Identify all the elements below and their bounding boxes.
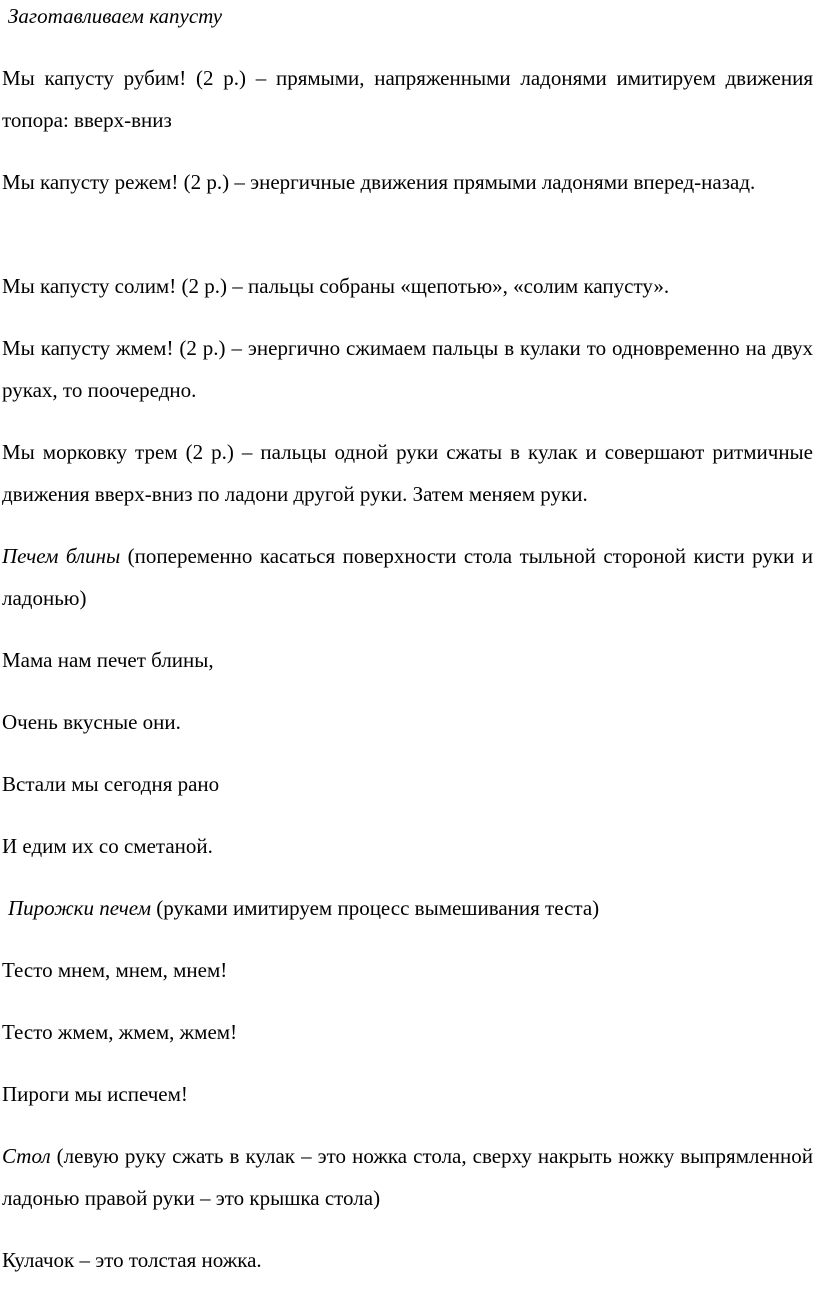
paragraph-text: (левую руку сжать в кулак – это ножка стола, сверху накрыть ножку выпрямленной ладонью правой руки – это крышка стола) — [2, 1144, 813, 1210]
verse-line — [2, 1239, 813, 1281]
paragraph-text: И едим их со сметаной. — [2, 834, 213, 858]
paragraph-text: Встали мы сегодня рано — [2, 772, 220, 796]
paragraph-pies — [2, 887, 813, 929]
verse-line — [2, 1011, 813, 1053]
paragraph-text: Мама нам печет блины, — [2, 648, 214, 672]
paragraph-carrot-grate — [2, 431, 813, 515]
section-title-text: Пирожки печем — [8, 896, 152, 920]
paragraph-text: Мы капусту рубим! (2 р.) – прямыми, напряженными ладонями имитируем движения топора: вверх-вниз — [2, 66, 813, 132]
verse-line — [2, 949, 813, 991]
paragraph-text: Мы морковку трем (2 р.) – пальцы одной руки сжаты в кулак и совершают ритмичные движения вверх-вниз по ладони другой руки. Затем меняем руки. — [2, 440, 813, 506]
verse-line — [2, 763, 813, 805]
paragraph-text: Тесто мнем, мнем, мнем! — [2, 958, 228, 982]
paragraph-text: Кулачок – это толстая ножка. — [2, 1248, 262, 1272]
section-title-cabbage — [2, 0, 813, 37]
paragraph-cabbage-salt — [2, 265, 813, 307]
paragraph-cabbage-chop — [2, 57, 813, 141]
paragraph-text: Пироги мы испечем! — [2, 1082, 188, 1106]
verse-line — [2, 701, 813, 743]
paragraph-text: Мы капусту солим! (2 р.) – пальцы собраны «щепотью», «солим капусту». — [2, 274, 670, 298]
section-title-text: Заготавливаем капусту — [8, 4, 223, 28]
verse-line — [2, 1073, 813, 1115]
section-title-text: Стол — [2, 1144, 51, 1168]
paragraph-pancakes — [2, 535, 813, 619]
paragraph-text: Мы капусту жмем! (2 р.) – энергично сжимаем пальцы в кулаки то одновременно на двух руках, то поочередно. — [2, 336, 813, 402]
paragraph-text: (руками имитируем процесс вымешивания теста) — [151, 896, 600, 920]
paragraph-cabbage-press — [2, 327, 813, 411]
paragraph-table — [2, 1135, 813, 1219]
paragraph-text: Мы капусту режем! (2 р.) – энергичные движения прямыми ладонями вперед-назад. — [2, 170, 756, 194]
paragraph-text: (попеременно касаться поверхности стола тыльной стороной кисти руки и ладонью) — [2, 544, 813, 610]
paragraph-cabbage-cut — [2, 161, 813, 203]
verse-line — [2, 639, 813, 681]
paragraph-text: Очень вкусные они. — [2, 710, 181, 734]
section-title-text: Печем блины — [2, 544, 121, 568]
verse-line — [2, 825, 813, 867]
paragraph-text: Тесто жмем, жмем, жмем! — [2, 1020, 238, 1044]
